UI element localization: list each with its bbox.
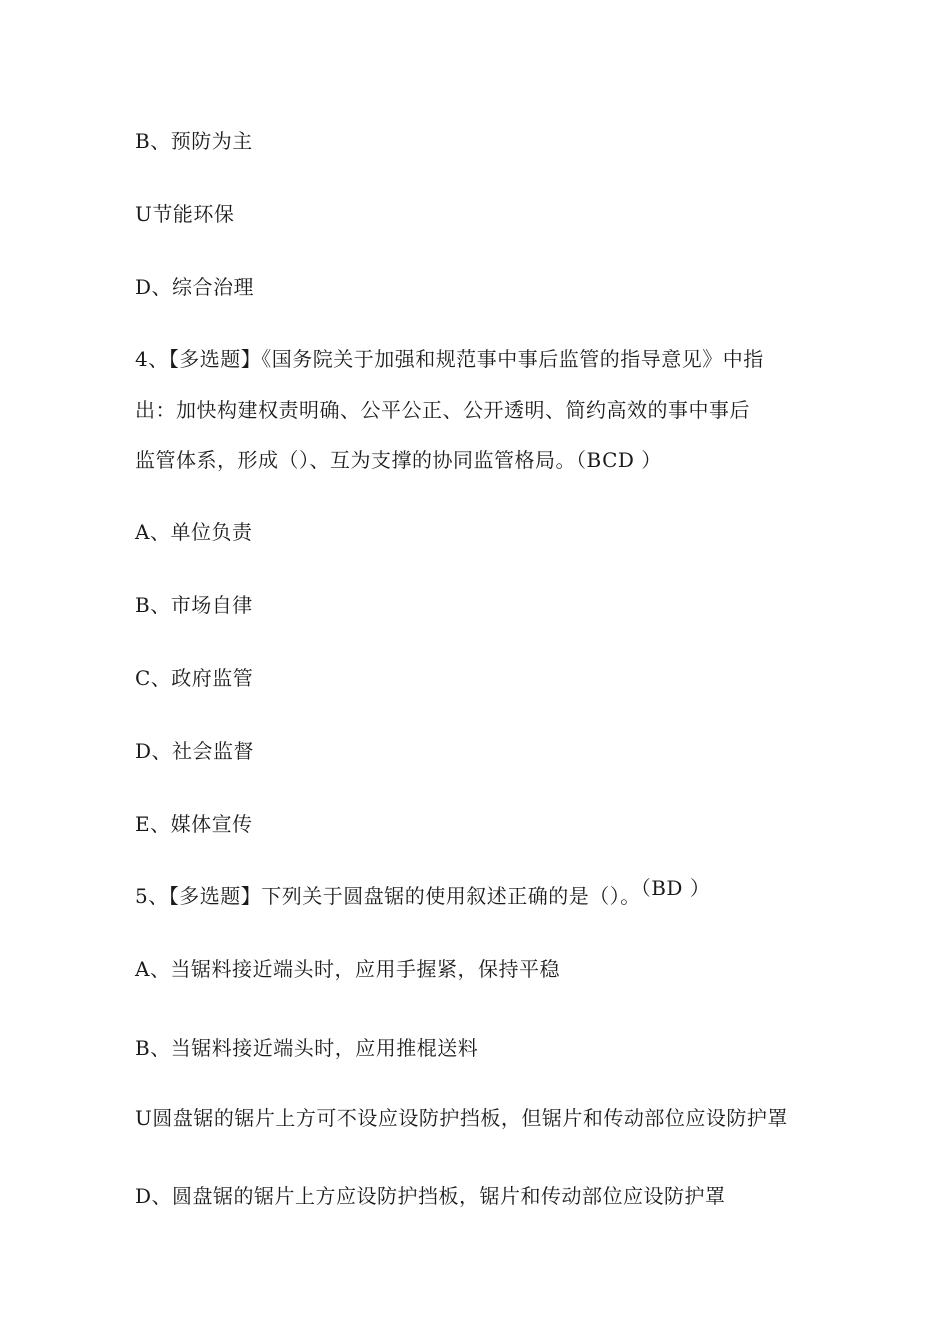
q5-option-a: A、当锯料接近端头时，应用手握紧，保持平稳 [135,957,560,981]
q5-option-d: D、圆盘锯的锯片上方应设防护挡板，锯片和传动部位应设防护罩 [135,1184,726,1208]
q4-option-c: C、政府监管 [135,666,254,690]
q5-option-b: B、当锯料接近端头时，应用推棍送料 [135,1036,479,1060]
q4-option-a: A、单位负责 [135,520,253,544]
q3-option-c: U节能环保 [135,202,235,226]
q5-answer: （BD ） [640,876,711,900]
q3-option-b: B、预防为主 [135,129,253,153]
q3-option-d: D、综合治理 [135,275,255,299]
q5-stem [135,876,711,909]
q5-option-c: U圆盘锯的锯片上方可不设应设防护挡板，但锯片和传动部位应设防护罩 [135,1106,788,1130]
q4-stem-line-1: 4、【多选题】《国务院关于加强和规范事中事后监管的指导意见》中指 [135,347,764,371]
q5-stem-text: 5、【多选题】下列关于圆盘锯的使用叙述正确的是（）。 [135,884,641,908]
q4-option-e: E、媒体宣传 [135,812,253,836]
q4-stem-line-3: 监管体系，形成（）、互为支撑的协同监管格局。（BCD ） [135,448,662,472]
q4-stem-line-2: 出：加快构建权责明确、公平公正、公开透明、简约高效的事中事后 [135,398,750,422]
q4-option-b: B、市场自律 [135,593,253,617]
q4-option-d: D、社会监督 [135,739,255,763]
